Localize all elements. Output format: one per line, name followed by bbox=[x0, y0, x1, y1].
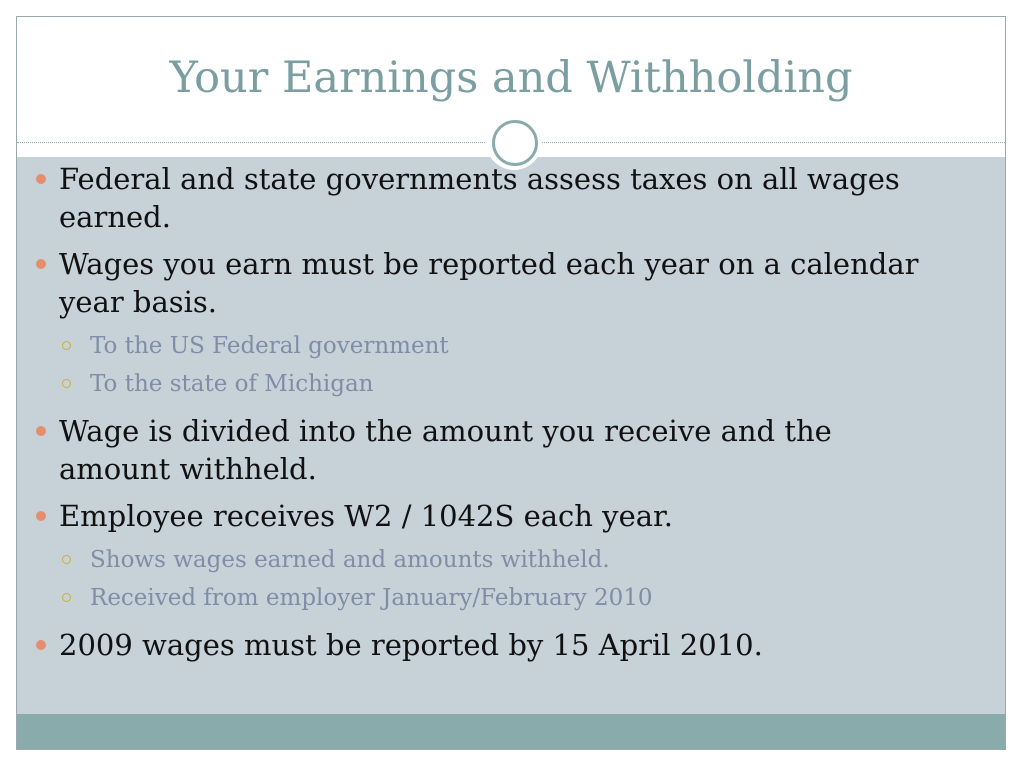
sub-bullet-item bbox=[59, 365, 952, 403]
bullet-item bbox=[32, 412, 952, 488]
hollow-circle-bullet-icon bbox=[62, 379, 71, 388]
bullet-text: Wage is divided into the amount you receive and the amount withheld. bbox=[59, 414, 832, 486]
hollow-circle-bullet-icon bbox=[62, 593, 71, 602]
bullet-text: Wages you earn must be reported each year on a calendar year basis. bbox=[59, 247, 919, 319]
sub-bullet-item bbox=[59, 541, 952, 579]
sub-bullet-item bbox=[59, 579, 952, 617]
filled-circle-bullet-icon bbox=[36, 259, 46, 269]
filled-circle-bullet-icon bbox=[36, 426, 46, 436]
filled-circle-bullet-icon bbox=[36, 511, 46, 521]
bullet-item bbox=[32, 160, 952, 236]
sub-bullet-list bbox=[59, 327, 952, 403]
sub-bullet-list bbox=[59, 541, 952, 617]
sub-bullet-text: To the state of Michigan bbox=[90, 371, 374, 397]
slide-title: Your Earnings and Withholding bbox=[169, 53, 853, 103]
sub-bullet-item bbox=[59, 327, 952, 365]
bullet-text: 2009 wages must be reported by 15 April 2010. bbox=[59, 628, 763, 662]
bullet-list bbox=[32, 160, 952, 673]
sub-bullet-text: Shows wages earned and amounts withheld. bbox=[90, 547, 610, 573]
bullet-item bbox=[32, 245, 952, 403]
hollow-circle-bullet-icon bbox=[62, 555, 71, 564]
sub-bullet-text: Received from employer January/February 2010 bbox=[90, 585, 653, 611]
bullet-item bbox=[32, 626, 952, 664]
filled-circle-bullet-icon bbox=[36, 640, 46, 650]
filled-circle-bullet-icon bbox=[36, 174, 46, 184]
hollow-circle-bullet-icon bbox=[62, 341, 71, 350]
bullet-text: Federal and state governments assess taxes on all wages earned. bbox=[59, 162, 900, 234]
sub-bullet-text: To the US Federal government bbox=[90, 333, 449, 359]
footer-band bbox=[17, 714, 1005, 749]
bullet-text: Employee receives W2 / 1042S each year. bbox=[59, 499, 673, 533]
bullet-item bbox=[32, 497, 952, 617]
